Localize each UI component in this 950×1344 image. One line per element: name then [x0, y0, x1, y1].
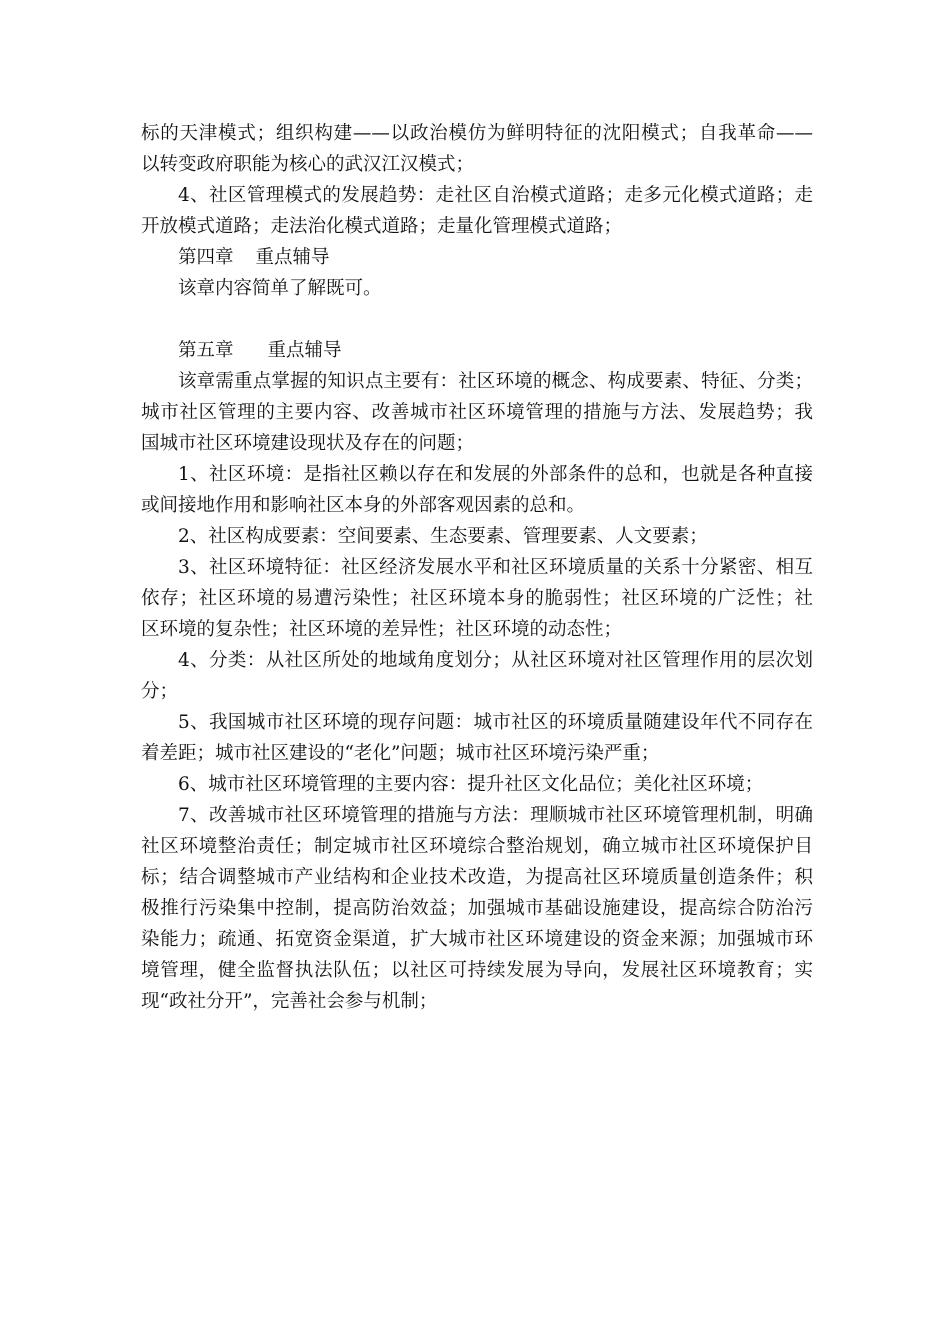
- text-line: 开放模式道路；走法治化模式道路；走量化管理模式道路；: [141, 216, 623, 237]
- text-line: 标；结合调整城市产业结构和企业技术改造，为提高社区环境质量创造条件；积: [141, 867, 813, 888]
- text-line: 社区环境整治责任；制定城市社区环境综合整治规划，确立城市社区环境保护目: [141, 836, 813, 857]
- chapter-heading: [141, 335, 813, 366]
- paragraph-line: 该章需重点掌握的知识点主要有：社区环境的概念、构成要素、特征、分类；: [178, 371, 813, 392]
- chapter-number: 第五章: [178, 340, 234, 361]
- paragraph-line: 6、城市社区环境管理的主要内容：提升社区文化品位；美化社区环境；: [178, 774, 764, 795]
- chapter-heading: [141, 242, 813, 273]
- text-line: 现“政社分开”，完善社会参与机制；: [141, 991, 438, 1012]
- text-line: 城市社区管理的主要内容、改善城市社区环境管理的措施与方法、发展趋势；我: [141, 402, 813, 423]
- text-line: 染能力；疏通、拓宽资金渠道，扩大城市社区环境建设的资金来源；加强城市环: [141, 929, 813, 950]
- text-line: 境管理，健全监督执法队伍；以社区可持续发展为导向，发展社区环境教育；实: [141, 960, 813, 981]
- paragraph-line: 4、分类：从社区所处的地域角度划分；从社区环境对社区管理作用的层次划: [178, 650, 813, 671]
- text-line: 或间接地作用和影响社区本身的外部客观因素的总和。: [141, 495, 586, 516]
- text-line: 以转变政府职能为核心的武汉江汉模式；: [141, 154, 475, 175]
- paragraph-line: 2、社区构成要素：空间要素、生态要素、管理要素、人文要素；: [178, 526, 708, 547]
- text-line: 极推行污染集中控制，提高防治效益；加强城市基础设施建设，提高综合防治污: [141, 898, 813, 919]
- paragraph-line: 4、社区管理模式的发展趋势：走社区自治模式道路；走多元化模式道路；走: [178, 185, 813, 206]
- text-line: 标的天津模式；组织构建——以政治模仿为鲜明特征的沈阳模式；自我革命——: [141, 123, 813, 144]
- text-line: 分；: [141, 681, 179, 702]
- paragraph-line: 该章内容简单了解既可。: [178, 278, 382, 299]
- paragraph-line: 3、社区环境特征：社区经济发展水平和社区环境质量的关系十分紧密、相互: [178, 557, 813, 578]
- text-line: 依存；社区环境的易遭污染性；社区环境本身的脆弱性；社区环境的广泛性；社: [141, 588, 813, 609]
- chapter-title: 重点辅导: [267, 340, 342, 361]
- chapter-number: 第四章: [178, 247, 234, 268]
- document-body: [141, 118, 813, 1017]
- paragraph-line: 5、我国城市社区环境的现存问题：城市社区的环境质量随建设年代不同存在: [178, 712, 813, 733]
- chapter-title: 重点辅导: [255, 247, 330, 268]
- paragraph-line: 7、改善城市社区环境管理的措施与方法：理顺城市社区环境管理机制，明确: [178, 805, 813, 826]
- blank-line: [141, 304, 813, 335]
- text-line: 区环境的复杂性；社区环境的差异性；社区环境的动态性；: [141, 619, 623, 640]
- text-line: 着差距；城市社区建设的“老化”问题；城市社区环境污染严重；: [141, 743, 660, 764]
- text-line: 国城市社区环境建设现状及存在的问题；: [141, 433, 475, 454]
- paragraph-line: 1、社区环境：是指社区赖以存在和发展的外部条件的总和，也就是各种直接: [178, 464, 813, 485]
